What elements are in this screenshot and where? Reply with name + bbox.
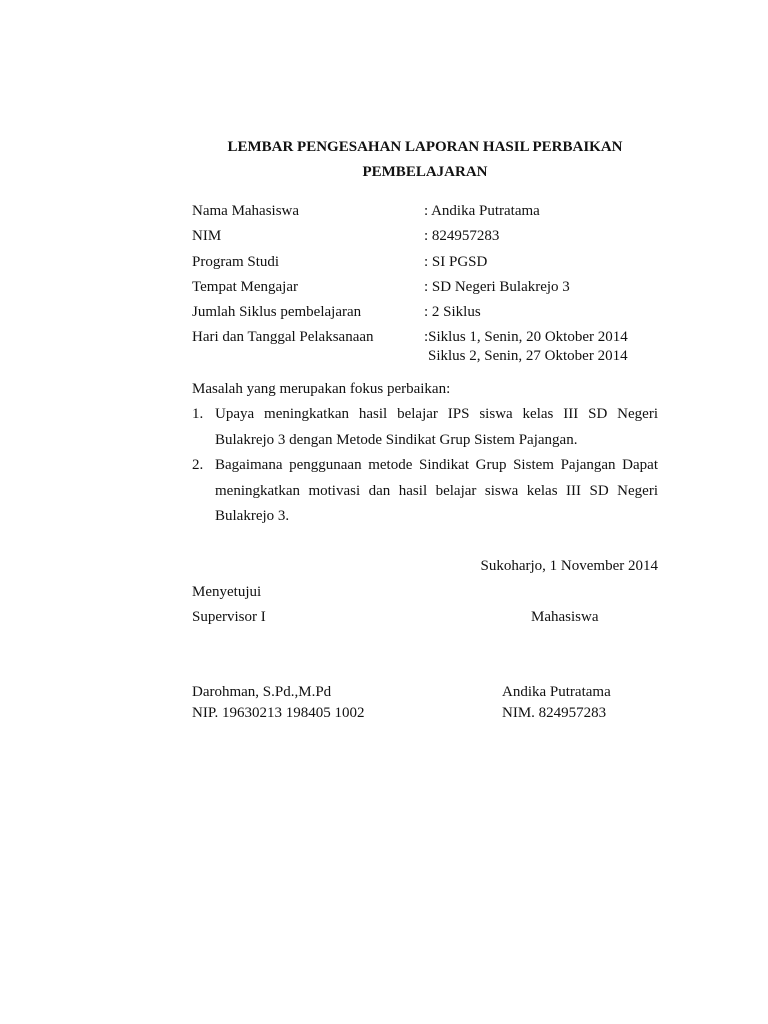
problem-intro: Masalah yang merupakan fokus perbaikan: (192, 381, 451, 397)
problem-text-line: Upaya meningkatkan hasil belajar IPS siswa kelas III SD Negeri (215, 406, 658, 422)
field-program-studi (192, 251, 658, 273)
supervisor-nip: NIP. 19630213 198405 1002 (192, 705, 365, 721)
field-value: : 2 Siklus (424, 304, 481, 320)
student-nim: NIM. 824957283 (502, 705, 607, 721)
problem-text-line: meningkatkan motivasi dan hasil belajar siswa kelas III SD Negeri (215, 483, 658, 499)
document-title-line-2: PEMBELAJARAN (362, 164, 488, 180)
field-tempat-mengajar (192, 276, 658, 298)
supervisor-name: Darohman, S.Pd.,M.Pd (192, 684, 332, 700)
field-jumlah-siklus (192, 301, 658, 323)
field-label: Nama Mahasiswa (192, 203, 300, 219)
field-value: : SD Negeri Bulakrejo 3 (424, 279, 570, 295)
supervisor-role: Supervisor I (192, 609, 266, 625)
field-label: Jumlah Siklus pembelajaran (192, 304, 362, 320)
field-label: Tempat Mengajar (192, 279, 298, 295)
problem-text-line: Bagaimana penggunaan metode Sindikat Grup Sistem Pajangan Dapat (215, 457, 658, 473)
field-nim (192, 225, 658, 247)
field-value: : Andika Putratama (424, 203, 540, 219)
field-label: Program Studi (192, 254, 280, 270)
field-label: Hari dan Tanggal Pelaksanaan (192, 329, 374, 345)
student-role: Mahasiswa (531, 609, 599, 625)
field-label: NIM (192, 228, 222, 244)
student-name: Andika Putratama (502, 684, 611, 700)
problem-text-line: Bulakrejo 3. (215, 508, 290, 524)
problem-number: 2. (192, 457, 204, 473)
place-date: Sukoharjo, 1 November 2014 (480, 558, 658, 574)
field-hari-tanggal-line-2: Siklus 2, Senin, 27 Oktober 2014 (428, 348, 628, 364)
document-title-line-1: LEMBAR PENGESAHAN LAPORAN HASIL PERBAIKAN (227, 139, 623, 155)
problem-number: 1. (192, 406, 204, 422)
field-value: : 824957283 (424, 228, 500, 244)
field-value: : SI PGSD (424, 254, 488, 270)
field-nama-mahasiswa (192, 200, 658, 222)
approval-label: Menyetujui (192, 584, 262, 600)
problem-text-line: Bulakrejo 3 dengan Metode Sindikat Grup Sistem Pajangan. (215, 432, 578, 448)
field-value: :Siklus 1, Senin, 20 Oktober 2014 (424, 329, 628, 345)
